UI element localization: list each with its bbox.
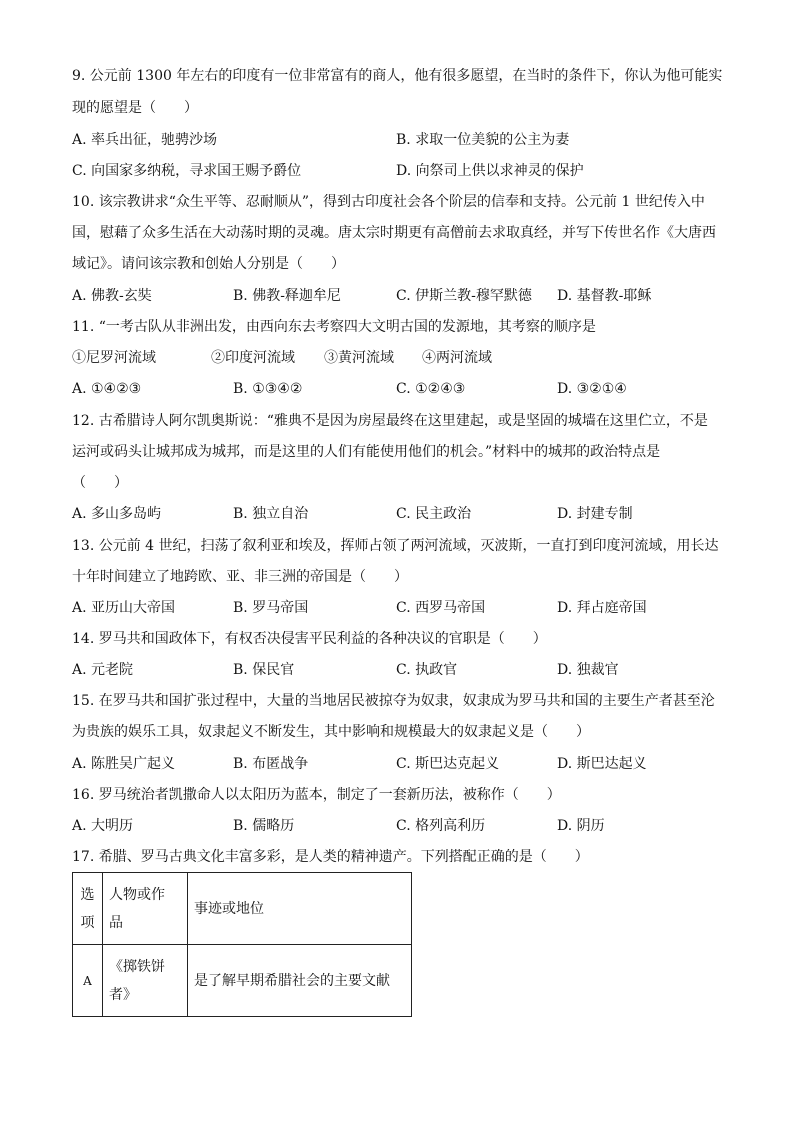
q14-option-c[interactable]: C. 执政官 (396, 662, 458, 678)
q10-line2: 国，慰藉了众多生活在大动荡时期的灵魂。唐太宗时期更有高僧前去求取真经，并写下传世名作《大唐西 (72, 225, 716, 241)
q14-option-b[interactable]: B. 保民官 (233, 662, 295, 678)
q13-option-b[interactable]: B. 罗马帝国 (233, 600, 309, 616)
q9-line1: 9. 公元前 1300 年左右的印度有一位非常富有的商人，他有很多愿望，在当时的条件下，你认为他可能实 (72, 68, 723, 84)
row-desc-cell: 是了解早期希腊社会的主要文献 (188, 945, 412, 1017)
q13-line1: 13. 公元前 4 世纪，扫荡了叙利亚和埃及，挥师占领了两河流域，灭波斯，一直打到印度河流域，用长达 (72, 538, 719, 554)
row-work-cell (103, 945, 188, 1017)
q16-option-d[interactable]: D. 阴历 (557, 818, 605, 834)
q10-option-c[interactable]: C. 伊斯兰教-穆罕默德 (396, 288, 532, 304)
q11-option-c[interactable]: C. ①②④③ (396, 381, 466, 397)
q14-option-d[interactable]: D. 独裁官 (557, 662, 619, 678)
row-work-line-1: 《掷铁饼 (109, 958, 165, 975)
header-option-line-1: 选 (80, 886, 95, 903)
q12-option-b[interactable]: B. 独立自治 (233, 506, 309, 522)
q11-item-2: ②印度河流域 (211, 350, 295, 366)
q11-item-1: ①尼罗河流域 (72, 350, 156, 366)
q11-line1: 11. “一考古队从非洲出发，由西向东去考察四大文明古国的发源地，其考察的顺序是 (72, 319, 596, 335)
q11-item-4: ④两河流域 (422, 350, 492, 366)
header-work-line-1: 人物或作 (109, 886, 165, 903)
q15-option-d[interactable]: D. 斯巴达起义 (557, 756, 647, 772)
q12-option-d[interactable]: D. 封建专制 (557, 506, 633, 522)
header-desc-cell: 事迹或地位 (188, 873, 412, 945)
q10-option-d[interactable]: D. 基督教-耶稣 (557, 288, 652, 304)
q16-option-c[interactable]: C. 格列高利历 (396, 818, 486, 834)
q9-option-d[interactable]: D. 向祭司上供以求神灵的保护 (396, 163, 584, 179)
header-option-cell (73, 873, 103, 945)
q13-line2: 十年时间建立了地跨欧、亚、非三洲的帝国是（ ） (72, 569, 408, 585)
row-work-line-2: 者》 (109, 986, 137, 1003)
q9-option-a[interactable]: A. 率兵出征，驰骋沙场 (72, 132, 218, 148)
q12-option-c[interactable]: C. 民主政治 (396, 506, 472, 522)
q16-line1: 16. 罗马统治者凯撒命人以太阳历为蓝本，制定了一套新历法，被称作（ ） (72, 787, 561, 803)
row-option-cell: A (73, 945, 103, 1017)
q11-option-b[interactable]: B. ①③④② (233, 381, 303, 397)
q12-line1: 12. 古希腊诗人阿尔凯奥斯说：“雅典不是因为房屋最终在这里建起，或是坚固的城墙在这里伫立，不是 (72, 413, 708, 429)
q10-option-a[interactable]: A. 佛教-玄奘 (72, 288, 152, 304)
q15-option-c[interactable]: C. 斯巴达克起义 (396, 756, 500, 772)
q15-option-b[interactable]: B. 布匿战争 (233, 756, 309, 772)
q11-item-3: ③黄河流域 (324, 350, 394, 366)
q9-option-b[interactable]: B. 求取一位美貌的公主为妻 (396, 132, 570, 148)
q10-line1: 10. 该宗教讲求“众生平等、忍耐顺从”，得到古印度社会各个阶层的信奉和支持。公元前 1 世纪传入中 (72, 194, 705, 210)
table-header-row (73, 873, 412, 945)
q12-line2: 运河或码头让城邦成为城邦，而是这里的人们有能使用他们的机会。”材料中的城邦的政治特点是 (72, 444, 661, 460)
q9-option-c[interactable]: C. 向国家多纳税，寻求国王赐予爵位 (72, 163, 302, 179)
q15-option-a[interactable]: A. 陈胜吴广起义 (72, 756, 176, 772)
q17-table (72, 872, 412, 1017)
q17-line1: 17. 希腊、罗马古典文化丰富多彩，是人类的精神遗产。下列搭配正确的是（ ） (72, 849, 589, 865)
q14-option-a[interactable]: A. 元老院 (72, 662, 134, 678)
q16-option-a[interactable]: A. 大明历 (72, 818, 134, 834)
q10-line3: 域记》。请问该宗教和创始人分别是（ ） (72, 256, 345, 272)
q11-option-a[interactable]: A. ①④②③ (72, 381, 142, 397)
header-option-line-2: 项 (80, 914, 95, 931)
q11-option-d[interactable]: D. ③②①④ (557, 381, 627, 397)
q12-option-a[interactable]: A. 多山多岛屿 (72, 506, 162, 522)
q15-line2: 为贵族的娱乐工具，奴隶起义不断发生，其中影响和规模最大的奴隶起义是（ ） (72, 724, 590, 740)
table-row (73, 945, 412, 1017)
q13-option-a[interactable]: A. 亚历山大帝国 (72, 600, 176, 616)
header-work-cell (103, 873, 188, 945)
q13-option-d[interactable]: D. 拜占庭帝国 (557, 600, 647, 616)
q13-option-c[interactable]: C. 西罗马帝国 (396, 600, 486, 616)
q9-line2: 现的愿望是（ ） (72, 100, 198, 116)
header-work-line-2: 品 (109, 914, 123, 931)
q15-line1: 15. 在罗马共和国扩张过程中，大量的当地居民被掠夺为奴隶，奴隶成为罗马共和国的主要生产者甚至沦 (72, 693, 715, 709)
q10-option-b[interactable]: B. 佛教-释迦牟尼 (233, 288, 341, 304)
q16-option-b[interactable]: B. 儒略历 (233, 818, 295, 834)
q14-line1: 14. 罗马共和国政体下，有权否决侵害平民利益的各种决议的官职是（ ） (72, 631, 547, 647)
q12-line3: （ ） (72, 475, 128, 491)
